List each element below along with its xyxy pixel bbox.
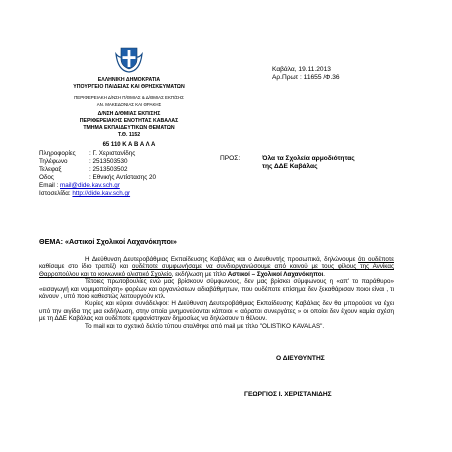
contact-fax-row	[39, 166, 128, 173]
body-p1-text-a: Η Διεύθυνση Δευτεροβάθμιας Εκπαίδευσης Καβάλας και ο Διευθυντής προσωπικά, δηλώνουμε	[85, 256, 359, 263]
contact-email-label: Email :	[39, 182, 60, 189]
body-p1-underlined-2: ουδέποτε συμφωνήσαμε να συνδιοργανώσουμε από κοινού με τους φίλους της Αννίκας Θαρροπούλου και το κοινωνικό ολιστικό Σχολείο	[39, 263, 394, 278]
contact-email-link[interactable]: mail@dide.kav.sch.gr	[60, 182, 120, 189]
body-paragraph-2: Τέτοιες πρωτοβουλίες ενώ μας βρίσκουν σύμφωνους, δεν μας βρίσκει σύμφωνους η «απ' το παράθυρο» «εισαγωγή και νομιμοποίηση» φορέων και οργανώσεων αδιαβάθμητων, που ουδέποτε επίσημα δεν ξεκαθάρισαν ποιοι είναι , τι κάνουν , υπό ποιο καθεστώς λειτουργούν κτλ.	[39, 278, 394, 301]
signature-name: ΓΕΩΡΓΙΟΣ Ι. ΧΕΡΙΣΤΑΝΙΔΗΣ	[244, 391, 332, 398]
header-region: ΑΝ. ΜΑΚΕΔΟΝΙΑΣ ΚΑΙ ΘΡΑΚΗΣ	[96, 102, 162, 107]
contact-street-label: Οδος	[39, 174, 54, 181]
greek-coat-of-arms-icon	[114, 45, 144, 73]
body-p1-underlined-1: ότι ουδέποτε	[358, 256, 394, 263]
body-paragraph-1	[39, 256, 394, 278]
contact-phone-value: : 2513503530	[89, 158, 128, 165]
header-department: ΤΜΗΜΑ ΕΚΠΑΙΔΕΥΤΙΚΩΝ ΘΕΜΑΤΩΝ	[83, 125, 175, 131]
contact-website-link[interactable]: http://dide.kav.sch.gr	[72, 190, 131, 197]
body-p1-event-title: Αστικοί – Σχολικοί Λαχανόκηποι	[227, 270, 324, 278]
header-po-box: Τ.Θ. 1152	[117, 132, 141, 138]
contact-phone-row	[39, 158, 128, 165]
subject-line: ΘΕΜΑ: «Αστικοί Σχολικοί Λαχανόκηποι»	[39, 237, 177, 246]
contact-street-row	[39, 174, 156, 181]
protocol-number: Αρ.Πρωτ : 11655 /Φ.36	[272, 74, 340, 81]
recipient-label: ΠΡΟΣ:	[220, 155, 241, 162]
contact-info-label: Πληροφορίες	[39, 150, 76, 157]
letter-body	[39, 256, 394, 330]
contact-fax-value: : 2513503502	[89, 166, 128, 173]
header-directorate: Δ/ΝΣΗ Δ/ΘΜΙΑΣ ΕΚΠ/ΣΗΣ	[97, 111, 161, 117]
header-republic: ΕΛΛΗΝΙΚΗ ΔΗΜΟΚΡΑΤΙΑ	[97, 77, 161, 83]
header-regional-unit: ΠΕΡΙΦΕΡΕΙΑΚΗΣ ΕΝΟΤΗΤΑΣ ΚΑΒΑΛΑΣ	[79, 118, 179, 124]
contact-fax-label: Τελεφαξ	[39, 166, 62, 173]
header-postcode-city: 65 110 Κ Α Β Α Λ Α	[102, 142, 156, 148]
signature-title: Ο ΔΙΕΥΘΥΝΤΗΣ	[276, 355, 325, 362]
contact-email-row	[39, 182, 120, 189]
contact-info-value: : Γ. Χεριστανίδης	[89, 150, 136, 157]
body-p1-text-c: , εκδήλωση με τίτλο	[171, 270, 228, 278]
header-ministry: ΥΠΟΥΡΓΕΙΟ ΠΑΙΔΕΙΑΣ ΚΑΙ ΘΡΗΣΚΕΥΜΑΤΩΝ	[73, 84, 185, 90]
body-paragraph-4: Το mail και το σχετικό δελτίο τύπου σταλθηκε από mail με τίτλο "OLISTIKO KAVALAS".	[85, 322, 325, 330]
contact-phone-label: Τηλέφωνο	[39, 158, 68, 165]
contact-info-row	[39, 150, 135, 157]
body-paragraph-3: Κυρίες και κύριοι συνάδελφοι: Η Διεύθυνση Δευτεροβάθμιας Εκπαίδευσης Καβάλας δεν θα μπορούσε να έχει υπό την αιγίδα της μια εκδήλωση, στην οποία μνημονεύονται κάποιοι « αόρατοι συνεργάτες » οι οποίοι δεν έχουν καμία σχέση με τη ΔΔΕ Καβάλας και ουδέποτε εμφανίστηκαν δημοσίως να δηλώσουν τι θέλουν.	[39, 300, 394, 323]
recipient-line-2: της ΔΔΕ Καβάλας	[262, 163, 318, 170]
contact-street-value: : Εθνικής Αντίστασης 20	[89, 174, 157, 181]
recipient-line-1: Όλα τα Σχολεία αρμοδιότητας	[262, 155, 355, 162]
contact-website-label: Ιστοσελίδα:	[39, 190, 73, 197]
body-p1-text-b: καθίσαμε στο ίδιο τραπέζι και	[39, 263, 132, 271]
contact-website-row	[39, 190, 130, 197]
header-regional-directorate: ΠΕΡΙΦΕΡΕΙΑΚΗ Δ/ΝΣΗ Π/ΘΜΙΑΣ & Δ/ΘΜΙΑΣ ΕΚΠ/ΣΗΣ	[74, 95, 184, 100]
body-p1-text-d: .	[323, 270, 326, 278]
document-date: Καβάλα, 19.11.2013	[272, 66, 331, 73]
